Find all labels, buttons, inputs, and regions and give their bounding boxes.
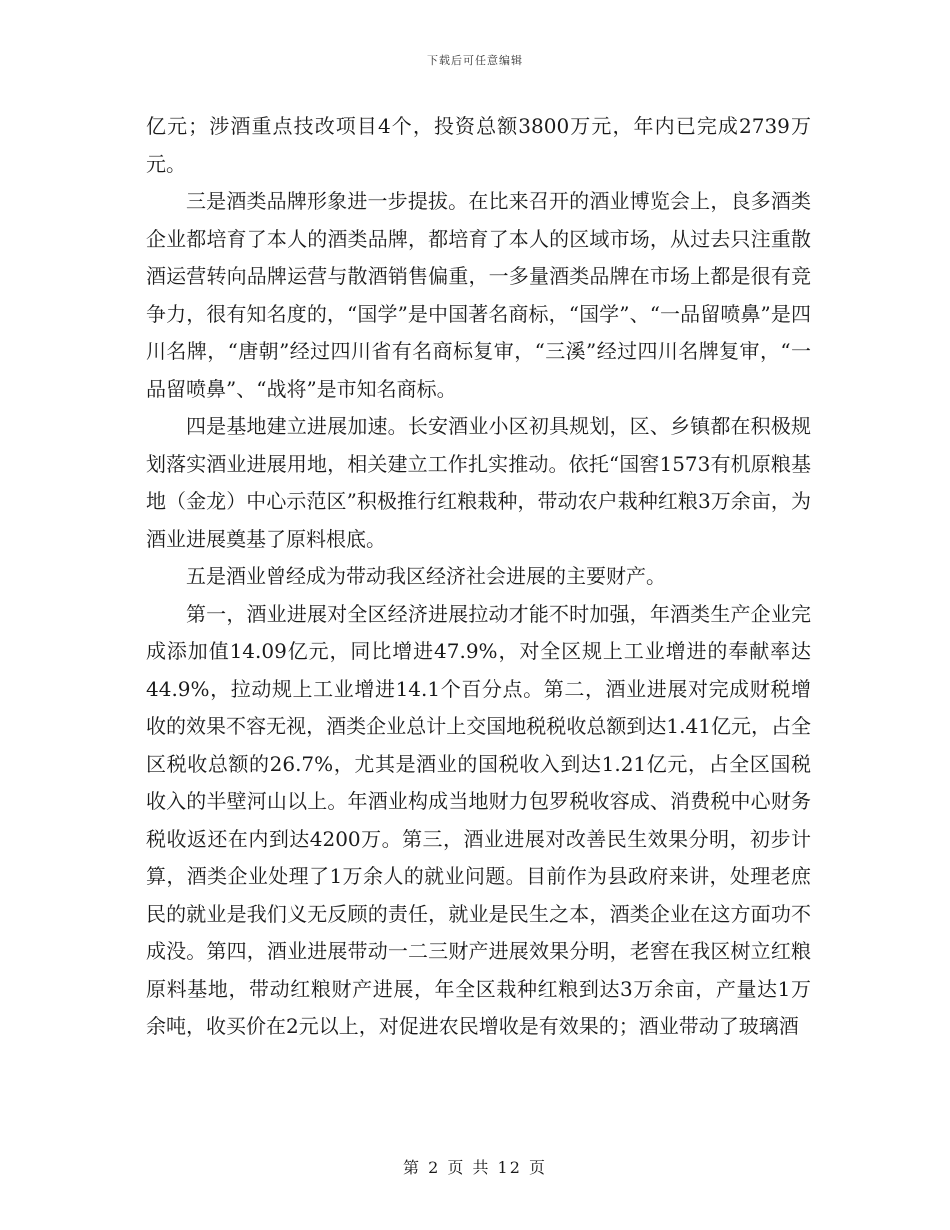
paragraph-main-industry: 五是酒业曾经成为带动我区经济社会进展的主要财产。 — [186, 564, 666, 588]
paragraph-continuation: 亿元；涉酒重点技改项目4个，投资总额3800万元，年内已完成2739万元。 — [146, 114, 811, 176]
document-body — [146, 108, 811, 1046]
paragraph-effects: 第一，酒业进展对全区经济进展拉动才能不时加强，年酒类生产企业完成添加值14.09亿元，同比增进47.9%，对全区规上工业增进的奉献率达44.9%，拉动规上工业增进14.1个百分点。第二，酒业进展对完成财税增收的效果不容无视，酒类企业总计上交国地税税收总额到达1.41亿元，占全区税收总额的26.7%，尤其是酒业的国税收入到达1.21亿元，占全区国税收入的半壁河山以上。年酒业构成当地财力包罗税收容成、消费税中心财务税收返还在内到达4200万。第三，酒业进展对改善民生效果分明，初步计算，酒类企业处理了1万余人的就业问题。目前作为县政府来讲，处理老庶民的就业是我们义无反顾的责任，就业是民生之本，酒类企业在这方面功不成没。第四，酒业进展带动一二三财产进展效果分明，老窖在我区树立红粮原料基地，带动红粮财产进展，年全区栽种红粮到达3万余亩，产量达1万余吨，收买价在2元以上，对促进农民增收是有效果的；酒业带动了玻璃酒 — [146, 601, 811, 1038]
paragraph-base-construction: 四是基地建立进展加速。长安酒业小区初具规划，区、乡镇都在积极规划落实酒业进展用地，相关建立工作扎实推动。依托“国窖1573有机原粮基地（金龙）中心示范区”积极推行红粮栽种，带动农户栽种红粮3万余亩，为酒业进展奠基了原料根底。 — [146, 414, 811, 551]
paragraph-brand-image: 三是酒类品牌形象进一步提拔。在比来召开的酒业博览会上，良多酒类企业都培育了本人的酒类品牌，都培育了本人的区域市场，从过去只注重散酒运营转向品牌运营与散酒销售偏重，一多量酒类品牌在市场上都是很有竞争力，很有知名度的，“国学”是中国著名商标，“国学”、“一品留喷鼻”是四川名牌，“唐朝”经过四川省有名商标复审，“三溪”经过四川名牌复审，“一品留喷鼻”、“战将”是市知名商标。 — [146, 189, 811, 401]
page-footer: 第 2 页 共 12 页 — [403, 1158, 547, 1177]
page-header: 下载后可任意编辑 — [427, 54, 523, 67]
